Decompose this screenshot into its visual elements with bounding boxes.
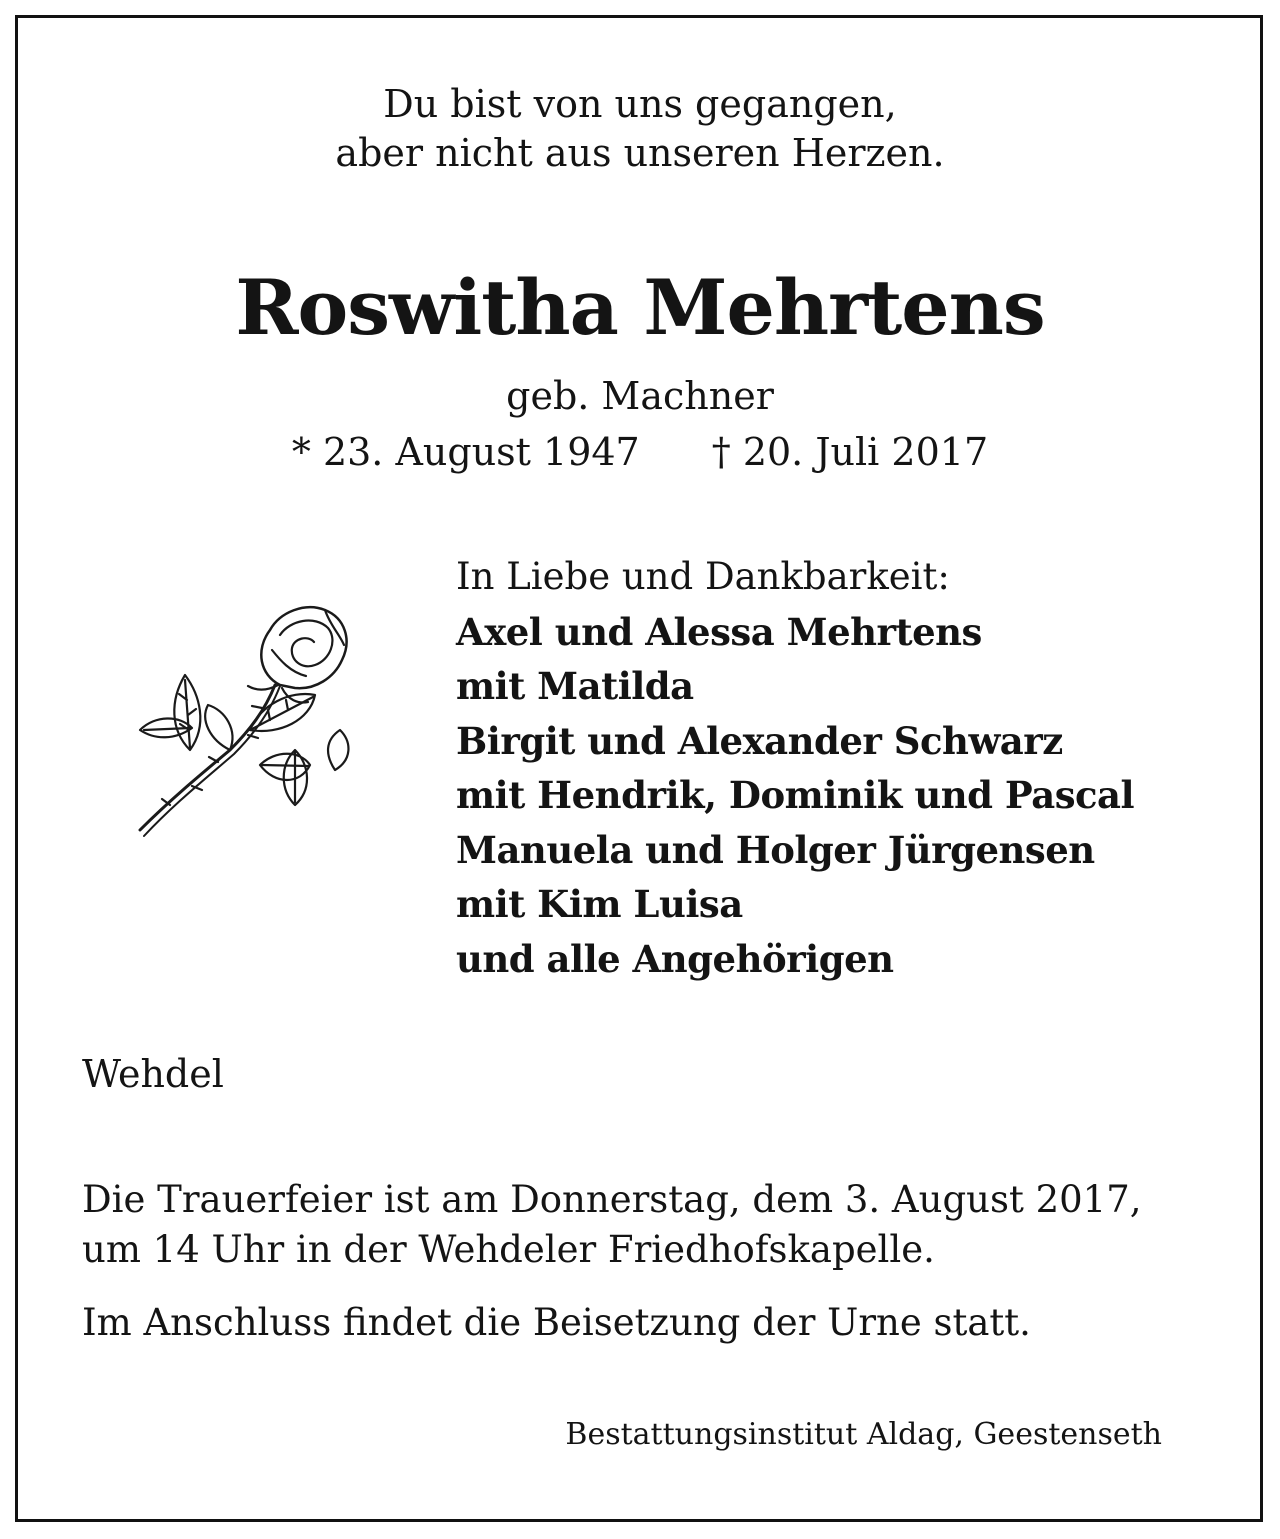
motto-line-1: Du bist von uns gegangen, [383,82,897,126]
death-date: † 20. Juli 2017 [711,430,989,474]
service-info [82,1175,1142,1275]
life-dates [0,428,1280,476]
service-line-2: um 14 Uhr in der Wehdeler Friedhofskapelle. [82,1228,935,1271]
undertaker: Bestattungsinstitut Aldag, Geestenseth [565,1417,1162,1452]
mourner-line: mit Matilda [456,664,694,708]
mourner-line: und alle Angehörigen [456,936,894,981]
motto [0,80,1280,178]
mourner-line: Axel und Alessa Mehrtens [456,609,982,654]
deceased-name: Roswitha Mehrtens [235,263,1045,352]
mourner-line: Manuela und Holger Jürgensen [456,827,1095,872]
mourner-line: Birgit und Alexander Schwarz [456,718,1063,763]
service-line-1: Die Trauerfeier ist am Donnerstag, dem 3. August 2017, [82,1178,1142,1221]
motto-line-2: aber nicht aus unseren Herzen. [335,131,945,175]
place-name: Wehdel [82,1052,224,1096]
mourner-line: mit Kim Luisa [456,882,743,926]
mourners-list [456,550,1134,986]
maiden-name: geb. Machner [506,374,774,418]
mourners-intro: In Liebe und Dankbarkeit: [456,555,950,598]
burial-info: Im Anschluss findet die Beisetzung der Urne statt. [82,1301,1031,1344]
birth-date: * 23. August 1947 [291,430,640,474]
mourner-line: mit Hendrik, Dominik und Pascal [456,773,1135,817]
rose-icon [130,590,360,840]
